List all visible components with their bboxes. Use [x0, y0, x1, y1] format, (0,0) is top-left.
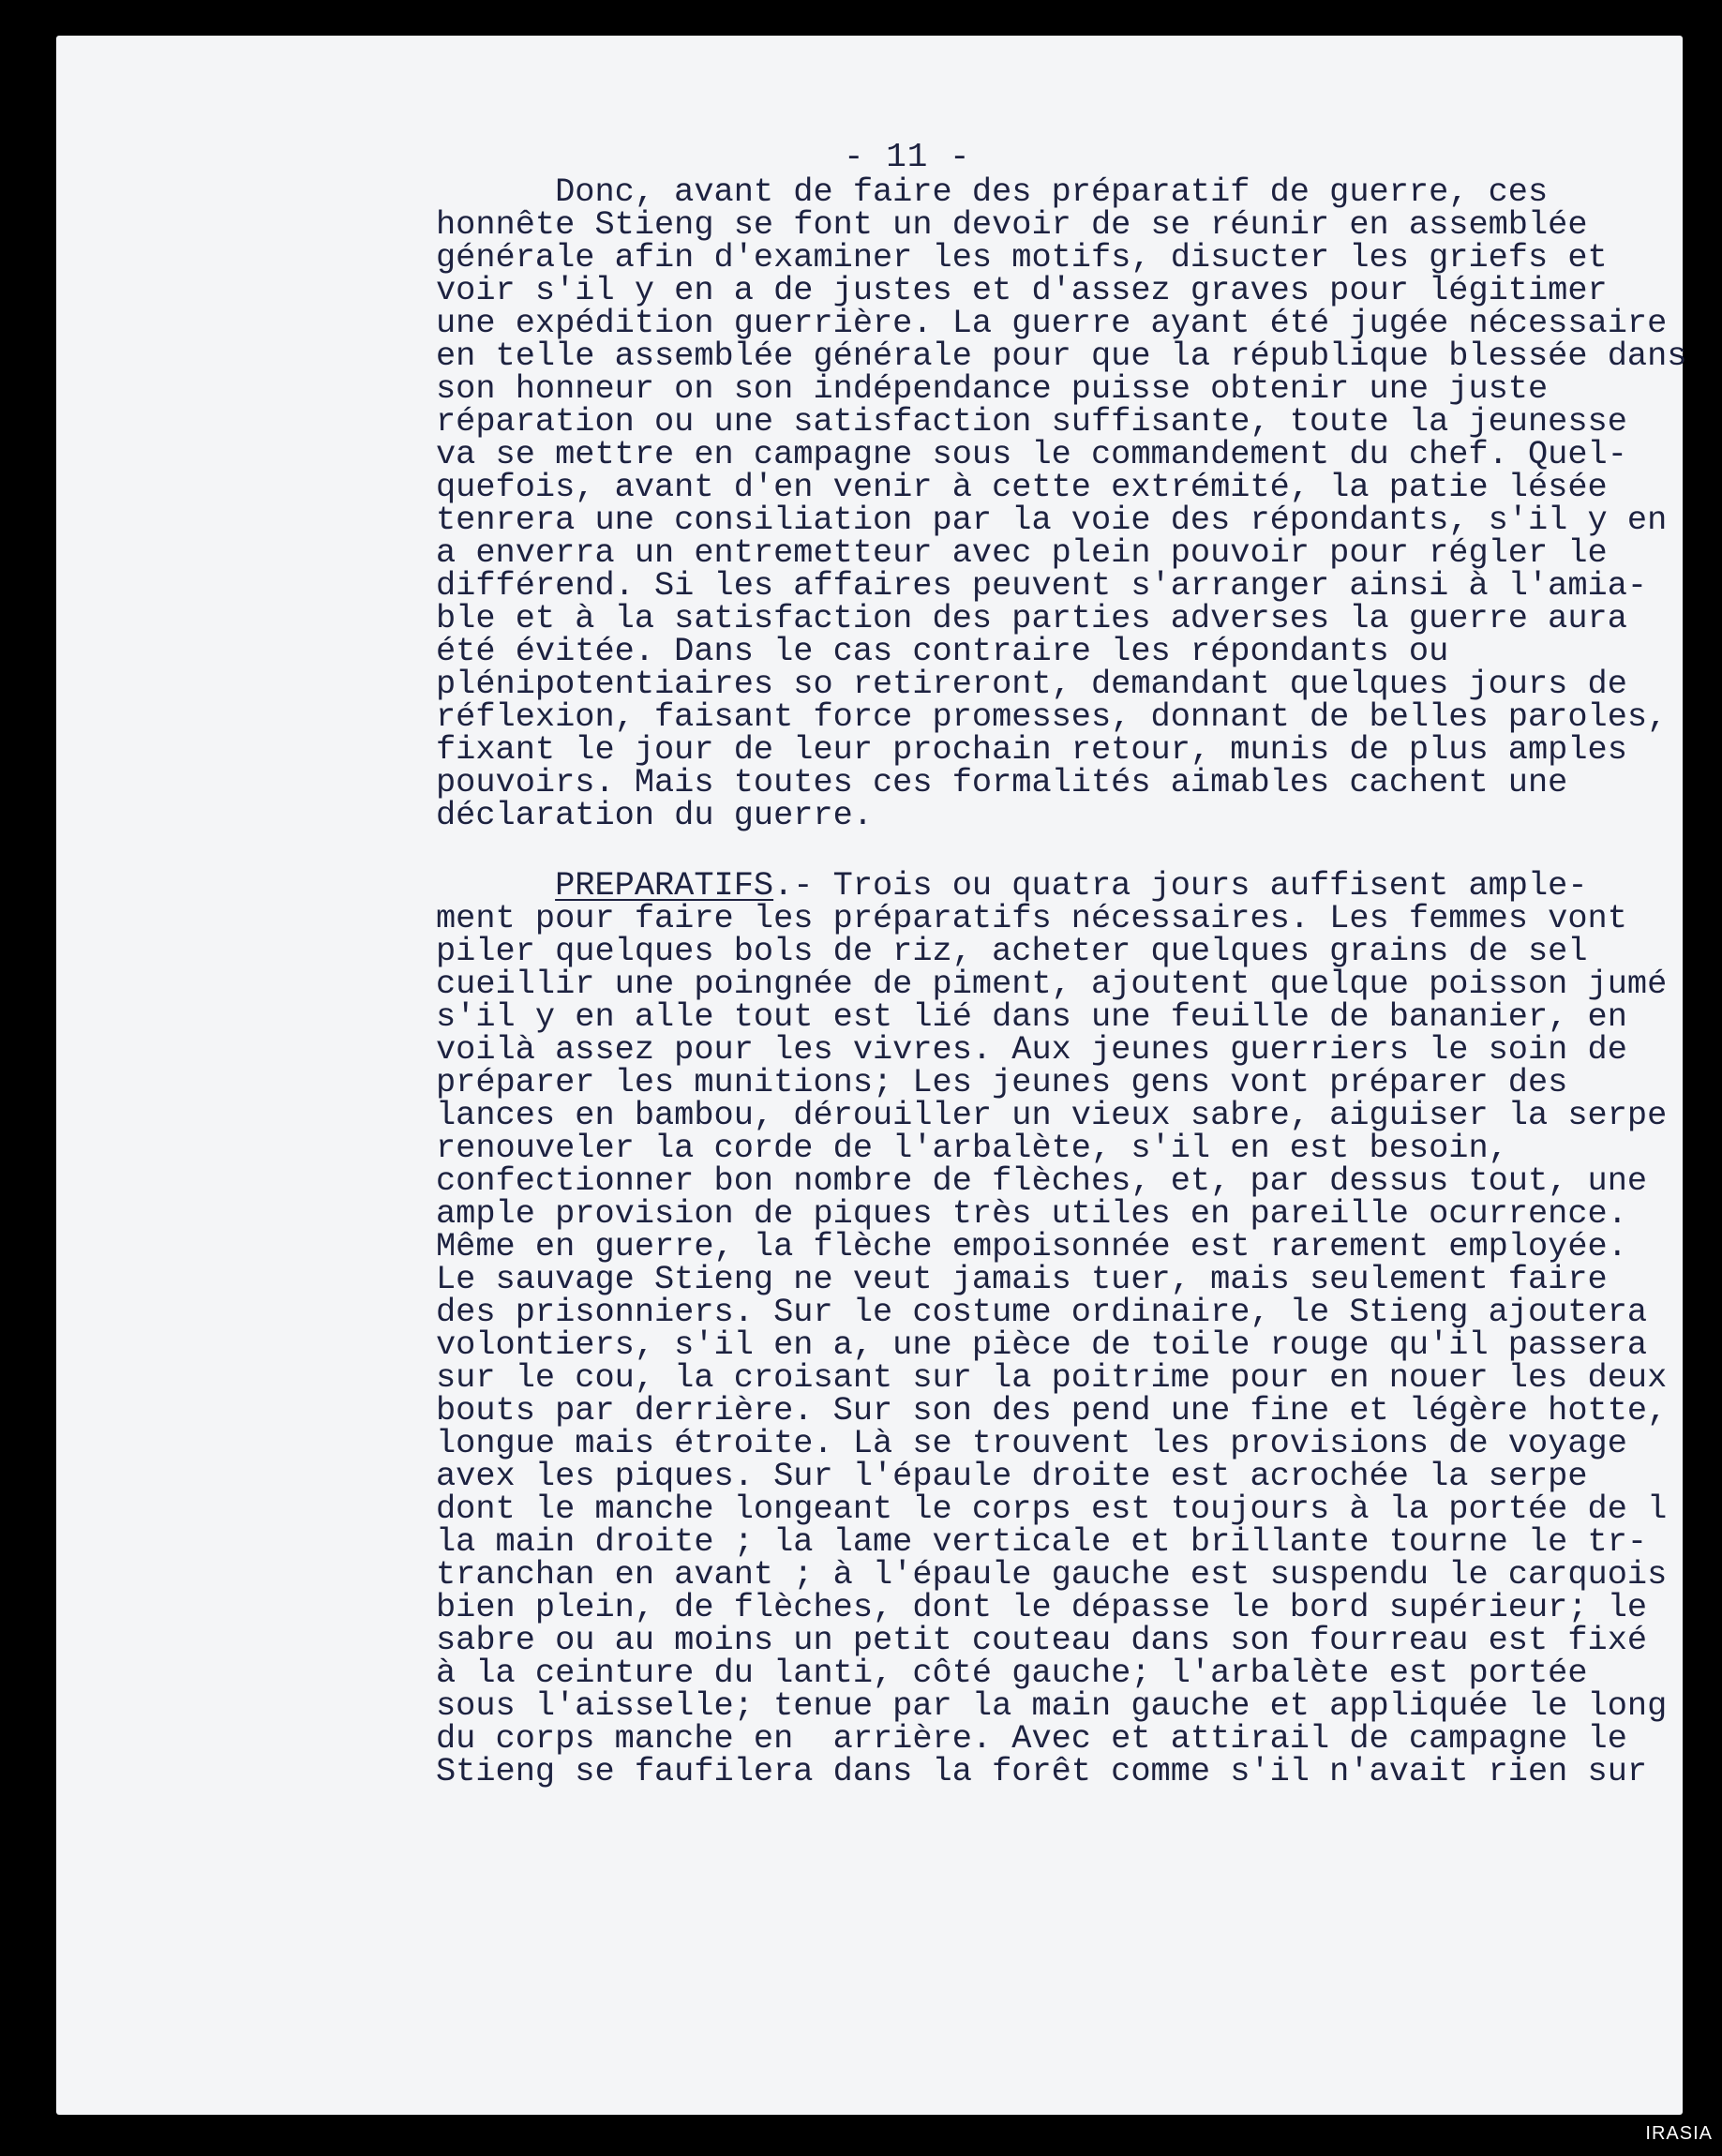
text-line: quefois, avant d'en venir à cette extrémité, la patie lésée [436, 469, 1608, 506]
text-line: renouveler la corde de l'arbalète, s'il en est besoin, [436, 1130, 1508, 1167]
text-line: pouvoirs. Mais toutes ces formalités aimables cachent une [436, 764, 1568, 801]
text-line: va se mettre en campagne sous le commandement du chef. Quel- [436, 436, 1627, 473]
text-line: bien plein, de flèches, dont le dépasse le bord supérieur; le [436, 1589, 1648, 1626]
text-line: Le sauvage Stieng ne veut jamais tuer, mais seulement faire [436, 1261, 1608, 1298]
text-line: fixant le jour de leur prochain retour, munis de plus amples [436, 731, 1627, 769]
text-line: réparation ou une satisfaction suffisante, toute la jeunesse [436, 403, 1627, 441]
text-line: voilà assez pour les vivres. Aux jeunes guerriers le soin de [436, 1031, 1627, 1069]
text-line: réflexion, faisant force promesses, donnant de belles paroles, [436, 698, 1668, 736]
page-number: - 11 - [844, 138, 971, 176]
watermark: IRASIA [1645, 2123, 1713, 2144]
text-line: Donc, avant de faire des préparatif de guerre, ces [436, 173, 1549, 211]
text-line: a enverra un entremetteur avec plein pouvoir pour régler le [436, 534, 1608, 572]
text-line: volontiers, s'il en a, une pièce de toile rouge qu'il passera [436, 1326, 1648, 1364]
text-line: sabre ou au moins un petit couteau dans son fourreau est fixé [436, 1622, 1648, 1659]
text-line: plénipotentiaires so retireront, demandant quelques jours de [436, 666, 1627, 703]
text-line: honnête Stieng se font un devoir de se réunir en assemblée [436, 206, 1588, 244]
text-line: été évitée. Dans le cas contraire les répondants ou [436, 633, 1449, 670]
indent [436, 867, 555, 905]
text-line: la main droite ; la lame verticale et brillante tourne le tr- [436, 1523, 1648, 1561]
section-heading: PREPARATIFS [555, 867, 774, 905]
text-line: ample provision de piques très utiles en pareille ocurrence. [436, 1195, 1627, 1233]
text-line: préparer les munitions; Les jeunes gens vont préparer des [436, 1064, 1568, 1101]
text-line: en telle assemblée générale pour que la république blessée dans [436, 337, 1687, 375]
text-line: ment pour faire les préparatifs nécessaires. Les femmes vont [436, 900, 1627, 937]
text-line: ble et à la satisfaction des parties adverses la guerre aura [436, 600, 1627, 637]
text-line: confectionner bon nombre de flèches, et, par dessus tout, une [436, 1162, 1648, 1200]
text-line: son honneur on son indépendance puisse obtenir une juste [436, 370, 1549, 408]
text-line: générale afin d'examiner les motifs, disucter les griefs et [436, 239, 1608, 277]
text-line: avex les piques. Sur l'épaule droite est acrochée la serpe [436, 1458, 1588, 1495]
text-line: tranchan en avant ; à l'épaule gauche est suspendu le carquois [436, 1556, 1668, 1594]
text-line: longue mais étroite. Là se trouvent les provisions de voyage [436, 1425, 1627, 1462]
text-line: sur le cou, la croisant sur la poitrime pour en nouer les deux [436, 1359, 1668, 1397]
text-line: des prisonniers. Sur le costume ordinaire, le Stieng ajoutera [436, 1294, 1648, 1331]
text-fragment: .- Trois ou quatra jours auffisent ample- [773, 867, 1588, 905]
text-line: du corps manche en arrière. Avec et attirail de campagne le [436, 1720, 1627, 1758]
text-line: tenrera une consiliation par la voie des répondants, s'il y en [436, 502, 1668, 539]
text-line: déclaration du guerre. [436, 797, 873, 834]
text-line: lances en bambou, dérouiller un vieux sabre, aiguiser la serpe [436, 1097, 1668, 1134]
text-line: sous l'aisselle; tenue par la main gauche et appliquée le long [436, 1687, 1668, 1725]
text-line: une expédition guerrière. La guerre ayant été jugée nécessaire [436, 305, 1668, 342]
text-line: Même en guerre, la flèche empoisonnée est rarement employée. [436, 1228, 1627, 1265]
text-line: Stieng se faufilera dans la forêt comme s'il n'avait rien sur [436, 1753, 1648, 1790]
text-line: dont le manche longeant le corps est toujours à la portée de l [436, 1490, 1668, 1528]
text-line [436, 867, 1588, 905]
document-page [56, 36, 1687, 2115]
text-line: à la ceinture du lanti, côté gauche; l'arbalète est portée [436, 1654, 1588, 1692]
text-line: bouts par derrière. Sur son des pend une fine et légère hotte, [436, 1392, 1668, 1430]
text-line: piler quelques bols de riz, acheter quelques grains de sel [436, 933, 1588, 970]
text-line: différend. Si les affaires peuvent s'arranger ainsi à l'amia- [436, 567, 1648, 605]
text-line: voir s'il y en a de justes et d'assez graves pour légitimer [436, 272, 1608, 309]
text-line: s'il y en alle tout est lié dans une feuille de bananier, en [436, 998, 1627, 1036]
text-line: cueillir une poingnée de piment, ajoutent quelque poisson jumé [436, 966, 1668, 1003]
